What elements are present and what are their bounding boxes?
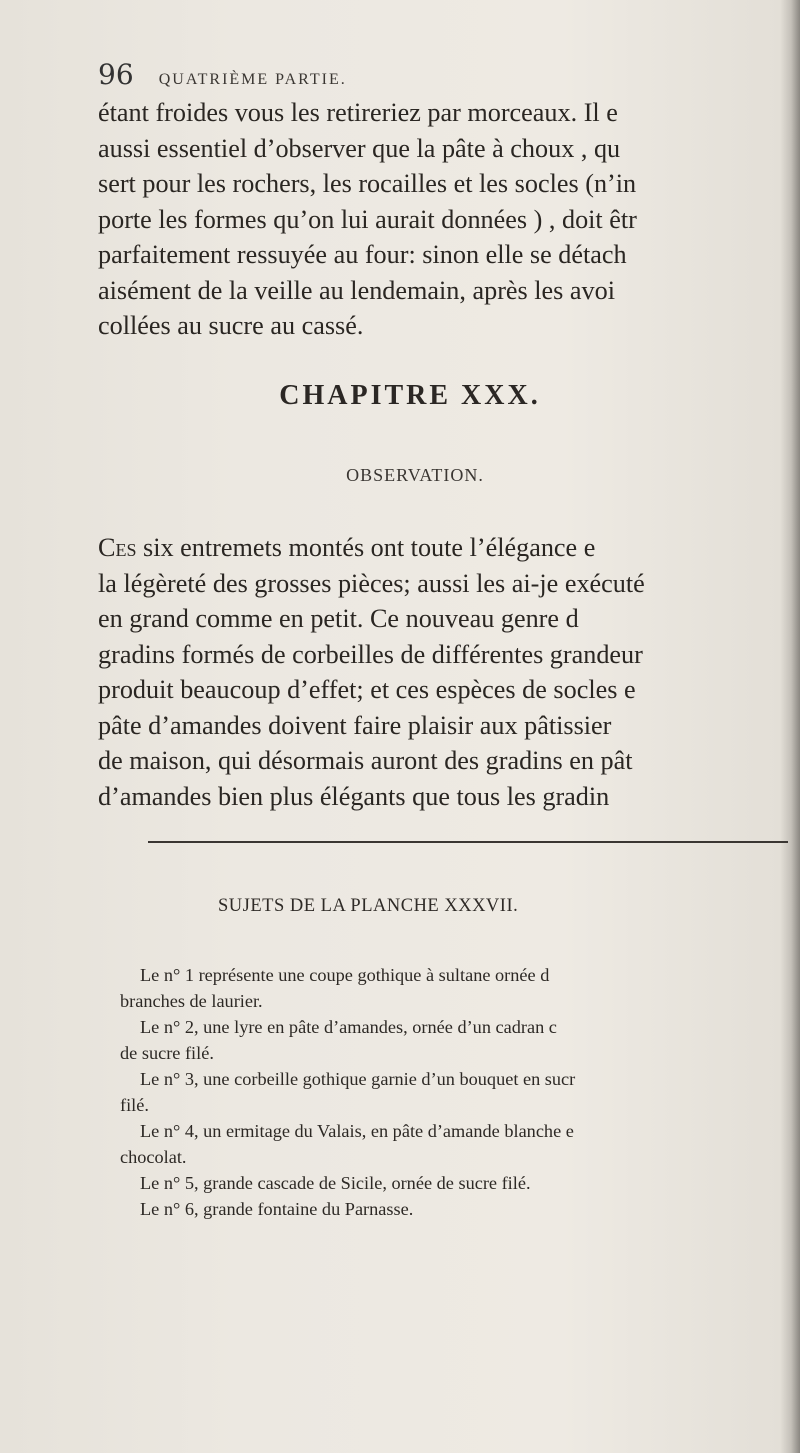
subject-line: Le n° 2, une lyre en pâte d’amandes, ornée d’un cadran c	[140, 1017, 557, 1037]
text-line: étant froides vous les retireriez par morceaux. Il e	[98, 98, 618, 127]
text-line: aisément de la veille au lendemain, après les avoi	[98, 275, 615, 305]
plate-subjects-list	[120, 962, 790, 1222]
text-line: collées au sucre au cassé.	[98, 311, 364, 340]
text-line: aussi essentiel d’observer que la pâte à choux , qu	[98, 133, 621, 163]
subject-line: de sucre filé.	[120, 1043, 214, 1063]
subject-line: filé.	[120, 1095, 149, 1115]
running-head: QUATRIÈME PARTIE.	[158, 71, 347, 88]
observation-paragraph	[98, 530, 788, 814]
page-edge-shadow	[780, 0, 800, 1453]
page-header	[98, 58, 347, 91]
subject-line: Le n° 1 représente une coupe gothique à sultane ornée d	[140, 965, 550, 985]
first-line-rest: six entremets montés ont toute l’élégance e	[136, 533, 596, 562]
subject-line: Le n° 4, un ermitage du Valais, en pâte d’amande blanche e	[140, 1121, 574, 1141]
subject-line: branches de laurier.	[120, 991, 263, 1011]
text-line: d’amandes bien plus élégants que tous les gradin	[98, 781, 610, 811]
subject-line: Le n° 3, une corbeille gothique garnie d’un bouquet en sucr	[140, 1069, 576, 1089]
text-line: sert pour les rochers, les rocailles et les socles (n’in	[98, 169, 637, 198]
section-subtitle: OBSERVATION.	[346, 465, 484, 485]
text-line: gradins formés de corbeilles de différentes grandeur	[98, 639, 643, 669]
chapter-title: CHAPITRE XXX.	[279, 380, 541, 411]
subject-line: Le n° 6, grande fontaine du Parnasse.	[140, 1199, 414, 1219]
text-line	[98, 530, 788, 566]
text-line: la légèreté des grosses pièces; aussi les ai-je exécuté	[98, 568, 645, 598]
subject-line: Le n° 5, grande cascade de Sicile, ornée de sucre filé.	[140, 1173, 531, 1193]
subject-line: chocolat.	[120, 1147, 187, 1167]
text-line: en grand comme en petit. Ce nouveau genre d	[98, 604, 579, 633]
plate-heading: SUJETS DE LA PLANCHE XXXVII.	[218, 896, 519, 916]
text-line: pâte d’amandes doivent faire plaisir aux pâtissier	[98, 710, 612, 740]
intro-paragraph	[98, 95, 788, 344]
text-line: porte les formes qu’on lui aurait données ) , doit êtr	[98, 204, 637, 234]
first-word: Ces	[98, 533, 137, 562]
text-line: produit beaucoup d’effet; et ces espèces de socles e	[98, 675, 636, 704]
horizontal-rule	[148, 841, 788, 843]
page-number: 96	[98, 58, 134, 91]
text-line: parfaitement ressuyée au four: sinon elle se détach	[98, 240, 627, 269]
text-line: de maison, qui désormais auront des gradins en pât	[98, 746, 633, 775]
